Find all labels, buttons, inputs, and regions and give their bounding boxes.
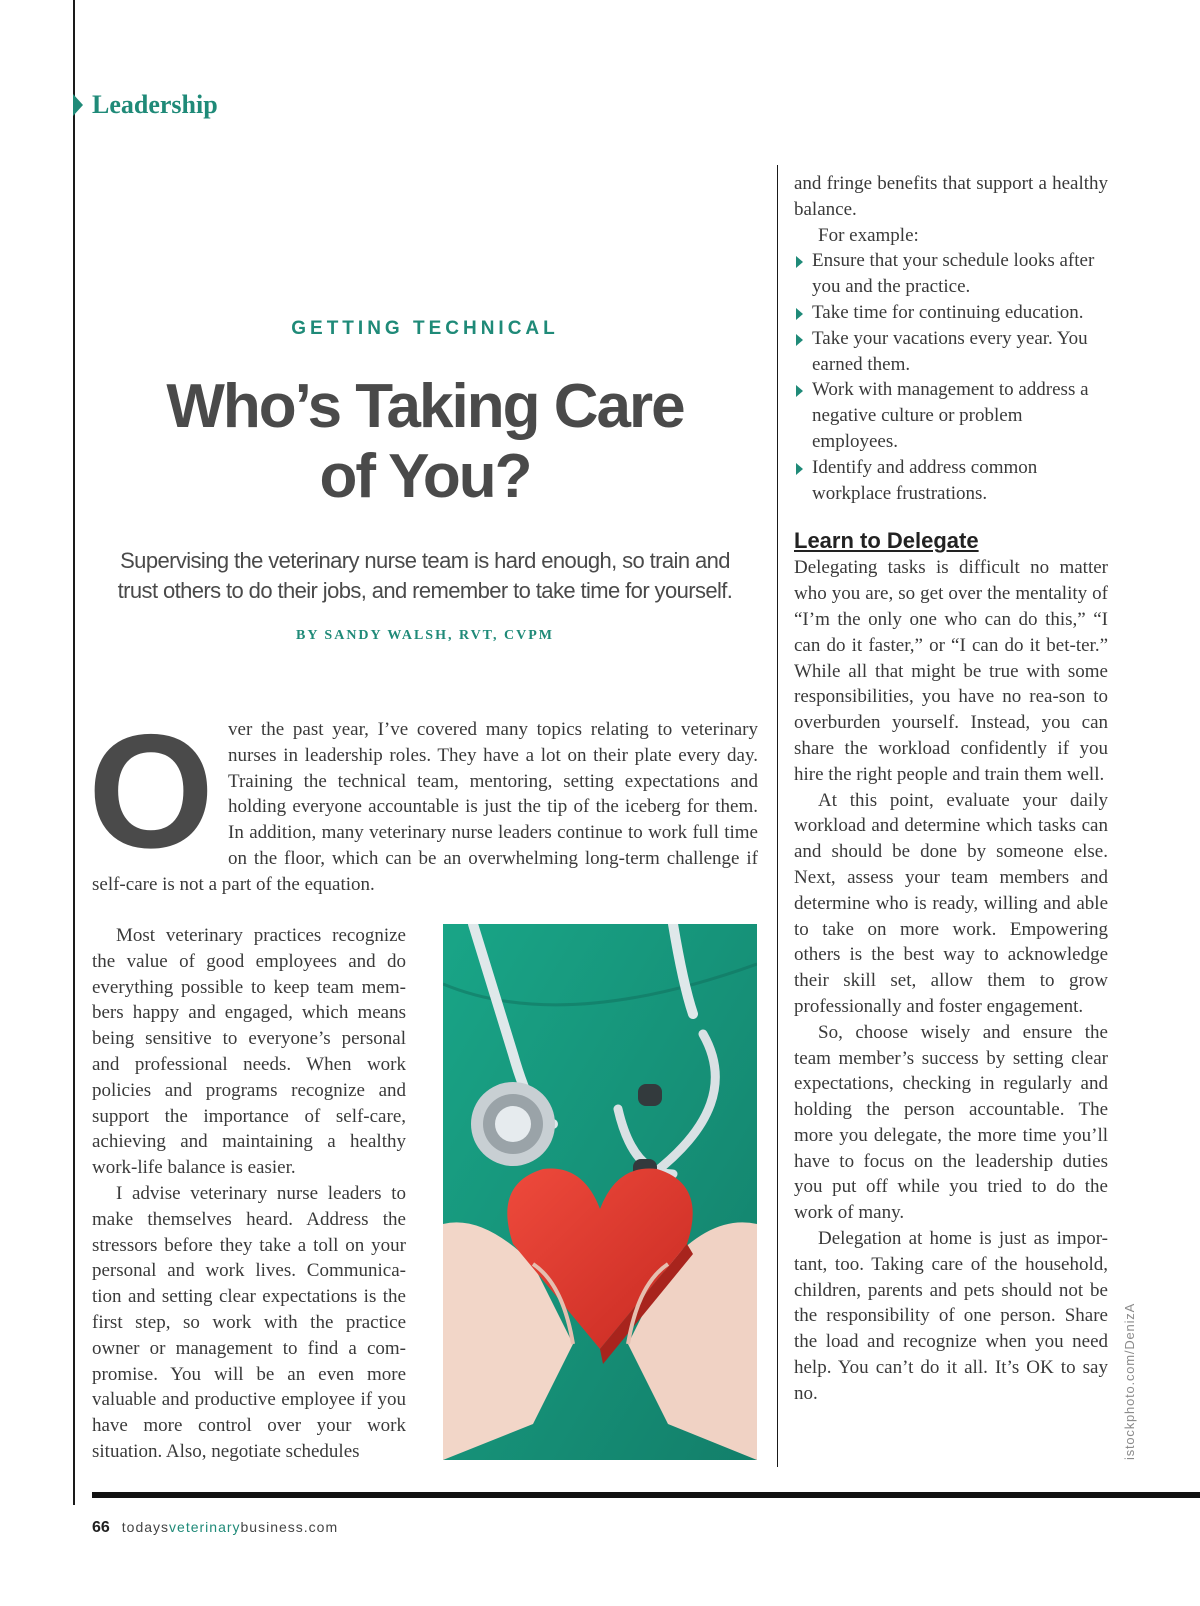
headline-line-2: of You? <box>319 442 531 511</box>
section-arrow-icon <box>73 94 83 116</box>
left-margin-rule <box>73 0 75 1505</box>
intro-paragraph <box>88 701 758 898</box>
page-number: 66 <box>92 1519 110 1536</box>
left-paragraph-1: Most veterinary practices recognize the value of good employees and do everything possible to keep team mem-bers happy and engaged, which means being sensitive to everyone’s personal and professional needs. When work policies and programs recognize and support the importance of self-care, achieving and maintaining a healthy work-life balance is easier. <box>92 925 406 1179</box>
intro-text: ver the past year, I’ve covered many topics relating to veterinary nurses in leadership roles. They have a lot on their plate every day. Training the technical team, mentoring, setting expectations and holding everyone accountable is just the tip of the iceberg for them. In addition, many veterinary nurse leaders continue to work full time on the floor, which can be an overwhelming long-term challenge if self-care is not a part of the equation. <box>92 719 758 895</box>
page-footer <box>92 1519 338 1537</box>
footer-rule <box>92 1492 1200 1498</box>
delegate-paragraph-4: Delegation at home is just as impor-tant, too. Taking care of the household, children, parents and pets should not be the responsibility of one person. Share the load and recognize when you need help. You can’t do it all. It’s OK to say no. <box>794 1228 1108 1404</box>
column-rule <box>777 165 778 1467</box>
for-example-label: For example: <box>818 224 919 246</box>
article-kicker: GETTING TECHNICAL <box>291 318 559 339</box>
left-paragraph-2: I advise veterinary nurse leaders to make themselves heard. Address the stressors before they take a toll on your personal and work lives. Communica-tion and setting clear expectations is the first step, so work with the practice owner or management to find a com-promise. You will be an even more valuable and productive employee if you have more control over your work situation. Also, negotiate schedules <box>92 1182 406 1462</box>
delegate-paragraph-1: Delegating tasks is difficult no matter who you are, so get over the mentality of “I’m the only one who can do this,” “I can do it faster,” or “I can do it bet-ter.” While all that might be true with some responsibilities, you have no rea-son to overburden yourself. Instead, you can share the workload confidently if you hire the right people and train them well. <box>794 557 1108 785</box>
article-dek: Supervising the veterinary nurse team is hard enough, so train and trust others to do their jobs, and remember to take time for yourself. <box>117 548 733 603</box>
site-prefix: todays <box>121 1519 170 1535</box>
photo-illustration <box>443 924 757 1460</box>
article-byline: BY SANDY WALSH, RVT, CVPM <box>296 628 554 643</box>
list-item: Take your vacations every year. You earned them. <box>794 326 1108 378</box>
subhead-learn-to-delegate: Learn to Delegate <box>794 528 979 554</box>
site-accent: veterinary <box>169 1519 241 1535</box>
delegate-paragraph-2: At this point, evaluate your daily workload and determine which tasks can and should be done by someone else. Next, assess your team members and determine who is ready, willing and able to take on more work. Empowering others is the best way to acknowledge their skill set, allow them to grow professionally and foster engagement. <box>794 789 1108 1017</box>
list-item: Ensure that your schedule looks after you and the practice. <box>794 248 1108 300</box>
list-item: Work with management to address a negative culture or problem employees. <box>794 377 1108 454</box>
stethoscope-heart-photo <box>443 924 757 1460</box>
section-label: Leadership <box>92 90 218 119</box>
right-column <box>794 171 1108 1471</box>
tips-list <box>794 248 1108 506</box>
photo-credit: istockphoto.com/DenizA <box>1122 1302 1137 1460</box>
drop-cap: O <box>88 701 215 882</box>
right-continuation: and fringe benefits that support a healthy balance. <box>794 173 1108 220</box>
headline-line-1: Who’s Taking Care <box>166 372 684 441</box>
delegate-paragraph-3: So, choose wisely and ensure the team member’s success by setting clear expectations, checking in regularly and holding the person accountable. The more you delegate, the more time you’ll have to focus on the leadership duties you put off while you tried to do the work of many. <box>794 1021 1108 1224</box>
list-item: Identify and address common workplace frustrations. <box>794 455 1108 507</box>
section-tab <box>73 90 218 120</box>
left-column <box>92 923 406 1463</box>
article-headline <box>90 372 760 512</box>
site-url <box>122 1519 338 1535</box>
site-suffix: business.com <box>240 1519 339 1535</box>
list-item: Take time for continuing education. <box>794 300 1108 326</box>
